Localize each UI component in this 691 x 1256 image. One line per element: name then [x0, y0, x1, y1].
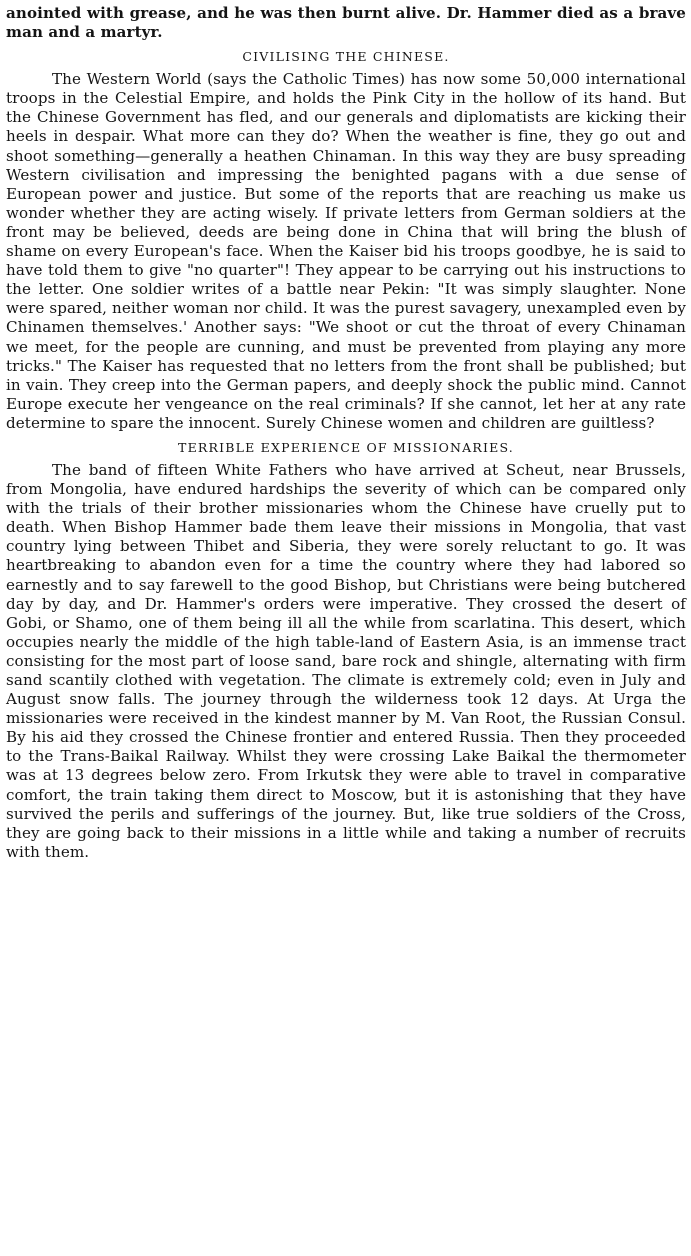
article-text — [6, 4, 686, 862]
lead-fragment: anointed with grease, and he was then burnt alive. Dr. Hammer died as a brave man and a martyr. — [6, 4, 686, 42]
section-heading-missionaries: TERRIBLE EXPERIENCE OF MISSIONARIES. — [178, 439, 514, 455]
section-body-civilising: The Western World (says the Catholic Times) has now some 50,000 international troops in the Celestial Empire, and holds the Pink City in the hollow of its hand. But the Chinese Government has fled, and our generals and diplomatists are kicking their heels in despair. What more can they do? When the weather is fine, they go out and shoot something—generally a heathen Chinaman. In this way they are busy spreading Western civilisation and impressing the benighted pagans with a due sense of European power and justice. But some of the reports that are reaching us make us wonder whether they are acting wisely. If private letters from German soldiers at the front may be believed, deeds are being done in China that will bring the blush of shame on every European's face. When the Kaiser bid his troops goodbye, he is said to have told them to give "no quarter"! They appear to be carrying out his instructions to the letter. One soldier writes of a battle near Pekin: "It was simply slaughter. None were spared, neither woman nor child. It was the purest savagery, unexampled even by Chinamen themselves.' Another says: "We shoot or cut the throat of every Chinaman we meet, for the people are cunning, and must be prevented from playing any more tricks." The Kaiser has requested that no letters from the front shall be published; but in vain. They creep into the German papers, and deeply shock the public mind. Cannot Europe execute her vengeance on the real criminals? If she cannot, let her at any rate determine to spare the innocent. Surely Chinese women and children are guiltless? — [6, 70, 686, 432]
section-body-missionaries: The band of fifteen White Fathers who have arrived at Scheut, near Brussels, from Mongolia, have endured hardships the severity of which can be compared only with the trials of their brother missionaries whom the Chinese have cruelly put to death. When Bishop Hammer bade them leave their missions in Mongolia, that vast country lying between Thibet and Siberia, they were sorely reluctant to go. It was heartbreaking to abandon even for a time the country where they had labored so earnestly and to say farewell to the good Bishop, but Christians were being butchered day by day, and Dr. Hammer's orders were imperative. They crossed the desert of Gobi, or Shamo, one of them being ill all the while from scarlatina. This desert, which occupies nearly the middle of the high table-land of Eastern Asia, is an immense tract consisting for the most part of loose sand, bare rock and shingle, alternating with firm sand scantily clothed with vegetation. The climate is extremely cold; even in July and August snow falls. The journey through the wilderness took 12 days. At Urga the missionaries were received in the kindest manner by M. Van Root, the Russian Consul. By his aid they crossed the Chinese frontier and entered Russia. Then they proceeded to the Trans-Baikal Railway. Whilst they were crossing Lake Baikal the thermometer was at 13 degrees below zero. From Irkutsk they were able to travel in comparative comfort, the train taking them direct to Moscow, but it is astonishing that they have survived the perils and sufferings of the journey. But, like true soldiers of the Cross, they are going back to their missions in a little while and taking a number of recruits with them. — [6, 460, 686, 861]
section-heading-civilising: CIVILISING THE CHINESE. — [242, 49, 450, 65]
